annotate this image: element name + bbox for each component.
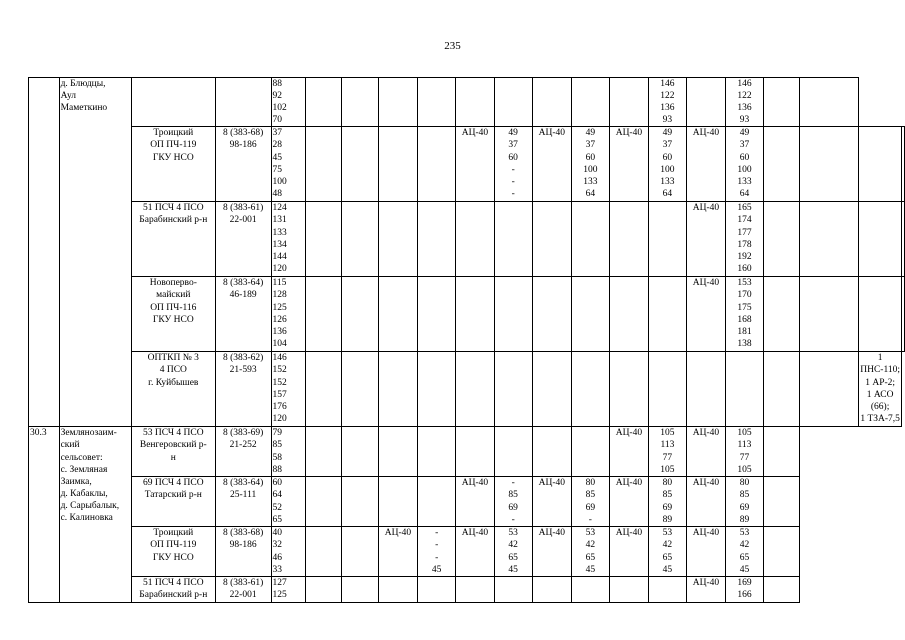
- cell: [859, 277, 902, 352]
- cell: [609, 78, 649, 127]
- cell: [418, 277, 456, 352]
- cell: [378, 127, 418, 202]
- station-name-cell: Новоперво- майский ОП ПЧ-116 ГКУ НСО: [131, 277, 215, 352]
- cell: [306, 477, 342, 527]
- cell: [649, 352, 686, 427]
- cell: [609, 577, 649, 602]
- distance-cell: 146 152 152 157 176 120: [271, 352, 306, 427]
- phone-cell: 8 (383-69) 21-252: [215, 427, 271, 477]
- cell: [859, 127, 902, 202]
- page-number: 235: [444, 40, 461, 52]
- station-name-cell: 69 ПСЧ 4 ПСО Татарский р-н: [131, 477, 215, 527]
- cell: [418, 127, 456, 202]
- phone-cell: [215, 78, 271, 127]
- phone-cell: 8 (383-61) 22-001: [215, 577, 271, 602]
- cell: [342, 352, 379, 427]
- cell: [532, 352, 572, 427]
- vehicle-cell: АЦ-40: [456, 527, 495, 577]
- fire-stations-table: [28, 77, 905, 603]
- cell: [572, 78, 609, 127]
- cell: [763, 202, 800, 277]
- distance-cell: 127 125: [271, 577, 306, 602]
- cell: [609, 202, 649, 277]
- table-row: [29, 527, 905, 577]
- distance-cell: 124 131 133 134 144 120: [271, 202, 306, 277]
- cell: [378, 277, 418, 352]
- cell: [902, 202, 905, 277]
- cell: [763, 427, 800, 477]
- distance-cell: 165 174 177 178 192 160: [726, 202, 763, 277]
- vehicle-cell: АЦ-40: [609, 477, 649, 527]
- phone-cell: 8 (383-64) 25-111: [215, 477, 271, 527]
- cell: [763, 277, 800, 352]
- cell: [800, 127, 859, 202]
- cell: [306, 277, 342, 352]
- cell: [342, 277, 379, 352]
- cell: [726, 352, 763, 427]
- cell: [763, 477, 800, 527]
- cell: [378, 427, 418, 477]
- table-row: [29, 352, 905, 427]
- cell: [532, 202, 572, 277]
- cell: [532, 277, 572, 352]
- cell: [609, 352, 649, 427]
- distance-cell: 146 122 136 93: [726, 78, 763, 127]
- cell: [306, 577, 342, 602]
- cell: [456, 78, 495, 127]
- equipment-cell: 1 ПНС-110; 1 АР-2; 1 АСО (66); 1 ТЗА-7,5: [859, 352, 902, 427]
- cell: [342, 477, 379, 527]
- cell: [342, 577, 379, 602]
- distance-cell: 80 85 69 -: [572, 477, 609, 527]
- station-name-cell: Троицкий ОП ПЧ-119 ГКУ НСО: [131, 127, 215, 202]
- phone-cell: 8 (383-68) 98-186: [215, 127, 271, 202]
- distance-cell: 53 42 65 45: [726, 527, 763, 577]
- cell: [378, 78, 418, 127]
- cell: [763, 527, 800, 577]
- cell: [378, 477, 418, 527]
- station-name-cell: Троицкий ОП ПЧ-119 ГКУ НСО: [131, 527, 215, 577]
- distance-cell: 146 122 136 93: [649, 78, 686, 127]
- vehicle-cell: АЦ-40: [686, 477, 726, 527]
- distance-cell: - - - 45: [418, 527, 456, 577]
- cell: [649, 277, 686, 352]
- table-row: [29, 202, 905, 277]
- vehicle-cell: АЦ-40: [609, 427, 649, 477]
- vehicle-cell: АЦ-40: [686, 527, 726, 577]
- vehicle-cell: АЦ-40: [378, 527, 418, 577]
- cell: [342, 527, 379, 577]
- phone-cell: 8 (383-61) 22-001: [215, 202, 271, 277]
- vehicle-cell: АЦ-40: [609, 127, 649, 202]
- distance-cell: 169 166: [726, 577, 763, 602]
- vehicle-cell: АЦ-40: [686, 577, 726, 602]
- cell: [763, 127, 800, 202]
- cell: [532, 78, 572, 127]
- distance-cell: 49 37 60 - - -: [494, 127, 532, 202]
- cell: [378, 577, 418, 602]
- cell: [686, 352, 726, 427]
- settlement-cell: Землянозаим- ский сельсовет: с. Земляная Заимка, д. Кабаклы, д. Сарыбалык, с. Калиновка: [59, 427, 131, 602]
- cell: [572, 577, 609, 602]
- cell: [494, 277, 532, 352]
- cell: [494, 352, 532, 427]
- cell: [306, 352, 342, 427]
- cell: [378, 202, 418, 277]
- distance-cell: - 85 69 -: [494, 477, 532, 527]
- cell: [306, 127, 342, 202]
- distance-cell: 49 37 60 100 133 64: [572, 127, 609, 202]
- cell: [342, 202, 379, 277]
- cell: [306, 78, 342, 127]
- station-name-cell: 51 ПСЧ 4 ПСО Барабинский р-н: [131, 202, 215, 277]
- distance-cell: 79 85 58 88: [271, 427, 306, 477]
- vehicle-cell: АЦ-40: [532, 477, 572, 527]
- cell: [342, 127, 379, 202]
- table-row: [29, 127, 905, 202]
- table-row: [29, 277, 905, 352]
- cell: [418, 577, 456, 602]
- cell: [532, 427, 572, 477]
- station-name-cell: 51 ПСЧ 4 ПСО Барабинский р-н: [131, 577, 215, 602]
- phone-cell: 8 (383-62) 21-593: [215, 352, 271, 427]
- cell: [902, 127, 905, 202]
- cell: [456, 202, 495, 277]
- cell: [306, 202, 342, 277]
- cell: [572, 202, 609, 277]
- cell: [494, 577, 532, 602]
- distance-cell: 53 42 65 45: [494, 527, 532, 577]
- vehicle-cell: АЦ-40: [532, 527, 572, 577]
- cell: [609, 277, 649, 352]
- phone-cell: 8 (383-68) 98-186: [215, 527, 271, 577]
- distance-cell: 88 92 102 70: [271, 78, 306, 127]
- station-name-cell: ОПТКП № 3 4 ПСО г. Куйбышев: [131, 352, 215, 427]
- distance-cell: 105 113 77 105: [649, 427, 686, 477]
- cell: [306, 427, 342, 477]
- table-row: [29, 427, 905, 477]
- cell: [859, 202, 902, 277]
- cell: [763, 352, 800, 427]
- distance-cell: 53 42 65 45: [649, 527, 686, 577]
- table-row: [29, 477, 905, 527]
- row-number: [29, 78, 60, 427]
- vehicle-cell: АЦ-40: [686, 427, 726, 477]
- cell: [378, 352, 418, 427]
- cell: [572, 277, 609, 352]
- distance-cell: 80 85 69 89: [726, 477, 763, 527]
- station-name-cell: 53 ПСЧ 4 ПСО Венгеровский р- н: [131, 427, 215, 477]
- cell: [494, 427, 532, 477]
- cell: [800, 277, 859, 352]
- cell: [306, 527, 342, 577]
- distance-cell: 60 64 52 65: [271, 477, 306, 527]
- vehicle-cell: АЦ-40: [686, 127, 726, 202]
- distance-cell: 53 42 65 45: [572, 527, 609, 577]
- cell: [418, 352, 456, 427]
- cell: [342, 78, 379, 127]
- vehicle-cell: АЦ-40: [686, 202, 726, 277]
- phone-cell: 8 (383-64) 46-189: [215, 277, 271, 352]
- distance-cell: 40 32 46 33: [271, 527, 306, 577]
- cell: [456, 352, 495, 427]
- cell: [342, 427, 379, 477]
- cell: [763, 78, 800, 127]
- cell: [418, 78, 456, 127]
- distance-cell: 49 37 60 100 133 64: [726, 127, 763, 202]
- cell: [800, 78, 859, 127]
- cell: [456, 577, 495, 602]
- table-row: [29, 78, 905, 127]
- settlement-cell: д. Блюдцы, Аул Маметкино: [59, 78, 131, 427]
- cell: [686, 78, 726, 127]
- distance-cell: 153 170 175 168 181 138: [726, 277, 763, 352]
- cell: [572, 427, 609, 477]
- table-row: [29, 577, 905, 602]
- cell: [763, 577, 800, 602]
- distance-cell: 49 37 60 100 133 64: [649, 127, 686, 202]
- vehicle-cell: АЦ-40: [456, 477, 495, 527]
- vehicle-cell: АЦ-40: [686, 277, 726, 352]
- vehicle-cell: АЦ-40: [609, 527, 649, 577]
- cell: [902, 277, 905, 352]
- distance-cell: 80 85 69 89: [649, 477, 686, 527]
- cell: [649, 202, 686, 277]
- row-number: 30.3: [29, 427, 60, 602]
- cell: [649, 577, 686, 602]
- cell: [456, 427, 495, 477]
- cell: [456, 277, 495, 352]
- distance-cell: 37 28 45 75 100 48: [271, 127, 306, 202]
- cell: [800, 202, 859, 277]
- cell: [800, 352, 859, 427]
- vehicle-cell: АЦ-40: [532, 127, 572, 202]
- cell: [418, 427, 456, 477]
- cell: [418, 202, 456, 277]
- distance-cell: 115 128 125 126 136 104: [271, 277, 306, 352]
- cell: [418, 477, 456, 527]
- cell: [494, 78, 532, 127]
- cell: [532, 577, 572, 602]
- cell: [494, 202, 532, 277]
- station-name-cell: [131, 78, 215, 127]
- cell: [572, 352, 609, 427]
- vehicle-cell: АЦ-40: [456, 127, 495, 202]
- distance-cell: 105 113 77 105: [726, 427, 763, 477]
